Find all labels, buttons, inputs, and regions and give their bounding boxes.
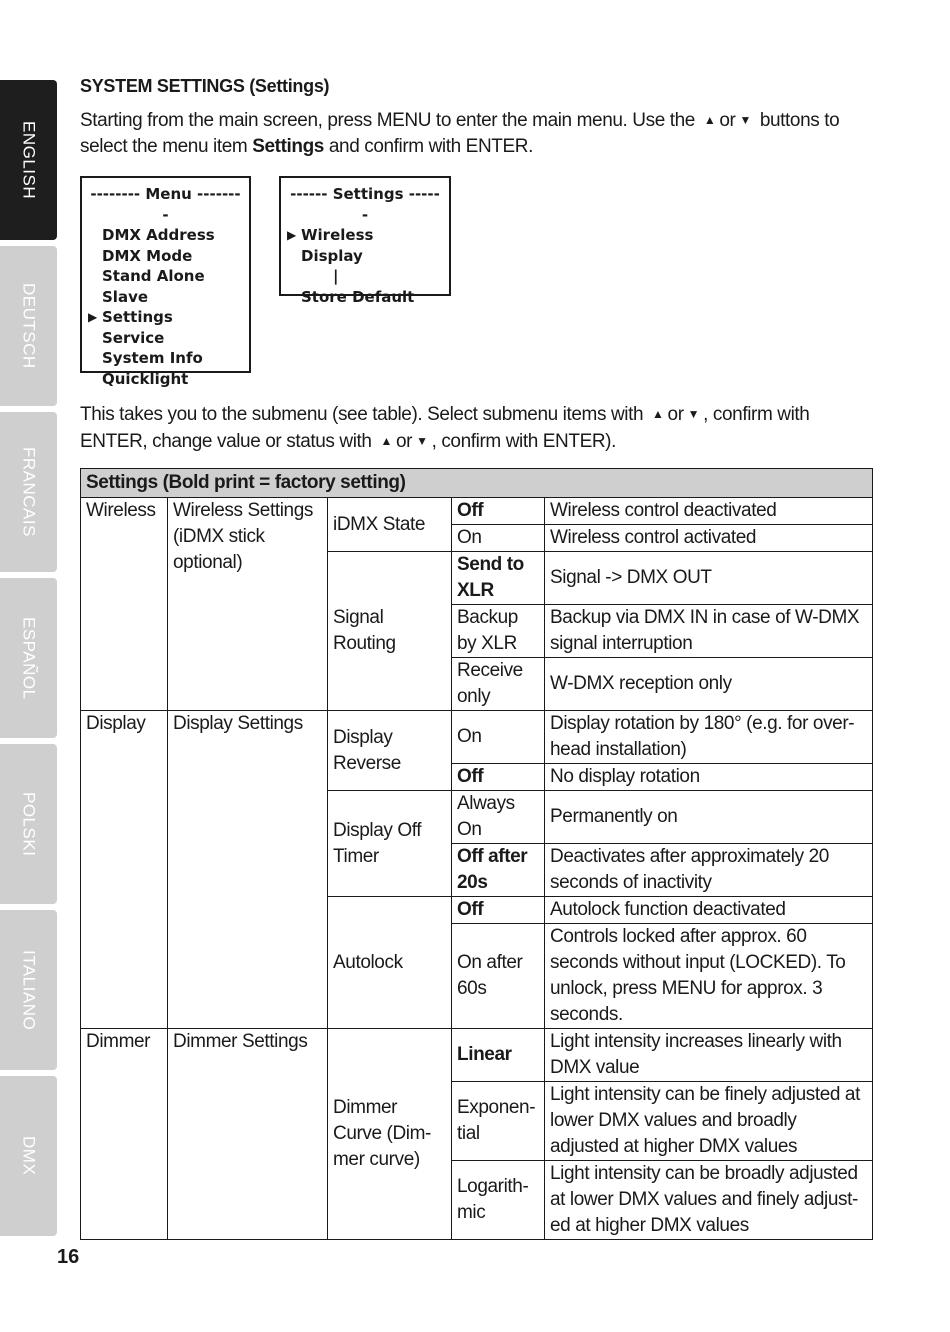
menu-header: -------- Menu -------- — [90, 185, 241, 224]
value-desc: W-DMX reception only — [545, 658, 873, 711]
value-desc: Autolock function deactivated — [545, 897, 873, 924]
value-logarithmic: Logarith-mic — [452, 1161, 545, 1240]
tab-polski[interactable] — [0, 744, 57, 904]
menu-item: Stand Alone — [102, 267, 205, 285]
value-always-on: Always On — [452, 791, 545, 844]
value-desc: Light intensity increases linearly with DMX value — [545, 1029, 873, 1082]
value-backup-by-xlr: Backup by XLR — [452, 605, 545, 658]
menu-item: Quicklight — [102, 369, 189, 388]
intro-bold-settings: Settings — [252, 136, 324, 157]
section-heading: SYSTEM SETTINGS (Settings) — [80, 76, 330, 96]
settings-menu-header: ------ Settings ------ — [290, 185, 440, 224]
settings-item-selected: ▶ Wireless — [289, 225, 441, 246]
value-desc: No display rotation — [545, 764, 873, 791]
submenu-text-1: This takes you to the submenu (see table). Select submenu items with — [80, 404, 644, 425]
tab-label: DMX — [19, 1136, 39, 1176]
param-signal-routing: Signal Routing — [328, 552, 452, 711]
param-autolock: Autolock — [328, 897, 452, 1029]
intro-text-2: buttons to select the menu item — [80, 110, 840, 157]
settings-item-separator: | — [333, 267, 339, 285]
intro-text-3: and confirm with ENTER. — [328, 136, 533, 157]
menu-illustrations — [80, 176, 872, 388]
desc-display: Display Settings — [168, 711, 328, 1029]
up-arrow-icon: ▲ — [380, 434, 392, 448]
table-header-row — [81, 469, 873, 498]
tab-italiano[interactable] — [0, 910, 57, 1070]
table-header: Settings (Bold print = factory setting) — [81, 469, 873, 498]
value-receive-only: Receive only — [452, 658, 545, 711]
settings-item: Display — [301, 246, 363, 265]
value-exponential: Exponen-tial — [452, 1082, 545, 1161]
settings-table — [80, 468, 873, 1240]
value-on-after-60s: On after 60s — [452, 924, 545, 1029]
value-desc: Permanently on — [545, 791, 873, 844]
value-desc: Deactivates after approximately 20 seconds of inactivity — [545, 844, 873, 897]
tab-francais[interactable] — [0, 412, 57, 572]
down-arrow-icon: ▼ — [687, 407, 700, 421]
menu-item: DMX Address — [102, 226, 215, 244]
desc-dimmer: Dimmer Settings — [168, 1029, 328, 1240]
menu-item-selected: ▶ Settings — [90, 307, 241, 328]
value-on: On — [452, 711, 545, 764]
param-display-reverse: Display Reverse — [328, 711, 452, 791]
value-linear: Linear — [452, 1029, 545, 1082]
param-display-off-timer: Display Off Timer — [328, 791, 452, 897]
intro-paragraph — [80, 107, 872, 160]
tab-english[interactable] — [0, 80, 57, 240]
value-desc: Signal -> DMX OUT — [545, 552, 873, 605]
down-arrow-icon: ▼ — [416, 434, 428, 448]
value-desc: Controls locked after approx. 60 seconds without input (LOCKED). To unlock, press MENU for approx. 3 seconds. — [545, 924, 873, 1029]
menu-item: DMX Mode — [102, 246, 193, 265]
menu-item: Service — [102, 328, 165, 347]
param-dimmer-curve: Dimmer Curve (Dim-mer curve) — [328, 1029, 452, 1240]
value-on: On — [452, 525, 545, 552]
up-arrow-icon: ▲ — [652, 407, 664, 421]
intro-text-1: Starting from the main screen, press MENU to enter the main menu. Use the — [80, 110, 695, 131]
main-content — [80, 76, 872, 1240]
item-display: Display — [81, 711, 168, 1029]
down-arrow-icon: ▼ — [739, 113, 751, 127]
value-off: Off — [452, 498, 545, 525]
menu-item: Slave — [102, 287, 149, 306]
tab-label: FRANCAIS — [19, 447, 39, 537]
table-row — [81, 1029, 873, 1082]
submenu-or: or — [395, 431, 413, 452]
up-arrow-icon: ▲ — [703, 113, 716, 127]
value-desc: Wireless control deactivated — [545, 498, 873, 525]
tab-deutsch[interactable] — [0, 246, 57, 406]
value-off: Off — [452, 764, 545, 791]
main-menu-box — [80, 176, 251, 388]
value-desc: Light intensity can be broadly adjusted at lower DMX values and finely adjust-ed at higher DMX values — [545, 1161, 873, 1240]
value-desc: Display rotation by 180° (e.g. for over-head installation) — [545, 711, 873, 764]
desc-wireless: Wireless Settings (iDMX stick optional) — [168, 498, 328, 711]
tab-dmx[interactable] — [0, 1076, 57, 1236]
tab-label: DEUTSCH — [19, 283, 39, 369]
settings-menu-box — [279, 176, 451, 306]
table-row — [81, 498, 873, 525]
submenu-or: or — [667, 404, 684, 425]
tab-espanol[interactable] — [0, 578, 57, 738]
value-desc: Backup via DMX IN in case of W-DMX signal interruption — [545, 605, 873, 658]
submenu-text-2: , confirm with ENTER, change value or status with — [80, 404, 810, 452]
tab-label: POLSKI — [19, 791, 39, 857]
param-idmx-state: iDMX State — [328, 498, 452, 552]
intro-or: or — [719, 110, 736, 131]
value-desc: Light intensity can be finely adjusted at lower DMX values and broadly adjusted at higher DMX values — [545, 1082, 873, 1161]
tab-label: ESPAÑOL — [19, 616, 39, 700]
submenu-text-3: , confirm with ENTER). — [431, 431, 616, 452]
value-desc: Wireless control activated — [545, 525, 873, 552]
value-send-to-xlr: Send to XLR — [452, 552, 545, 605]
table-row — [81, 711, 873, 764]
item-wireless: Wireless — [81, 498, 168, 711]
value-off-after-20s: Off after 20s — [452, 844, 545, 897]
value-off: Off — [452, 897, 545, 924]
tab-label: ITALIANO — [19, 949, 39, 1031]
menu-item: System Info — [102, 349, 203, 367]
submenu-paragraph — [80, 401, 872, 455]
item-dimmer: Dimmer — [81, 1029, 168, 1240]
tab-label: ENGLISH — [19, 120, 39, 200]
page-number: 16 — [57, 1246, 80, 1268]
settings-item: Store Default — [301, 287, 415, 306]
